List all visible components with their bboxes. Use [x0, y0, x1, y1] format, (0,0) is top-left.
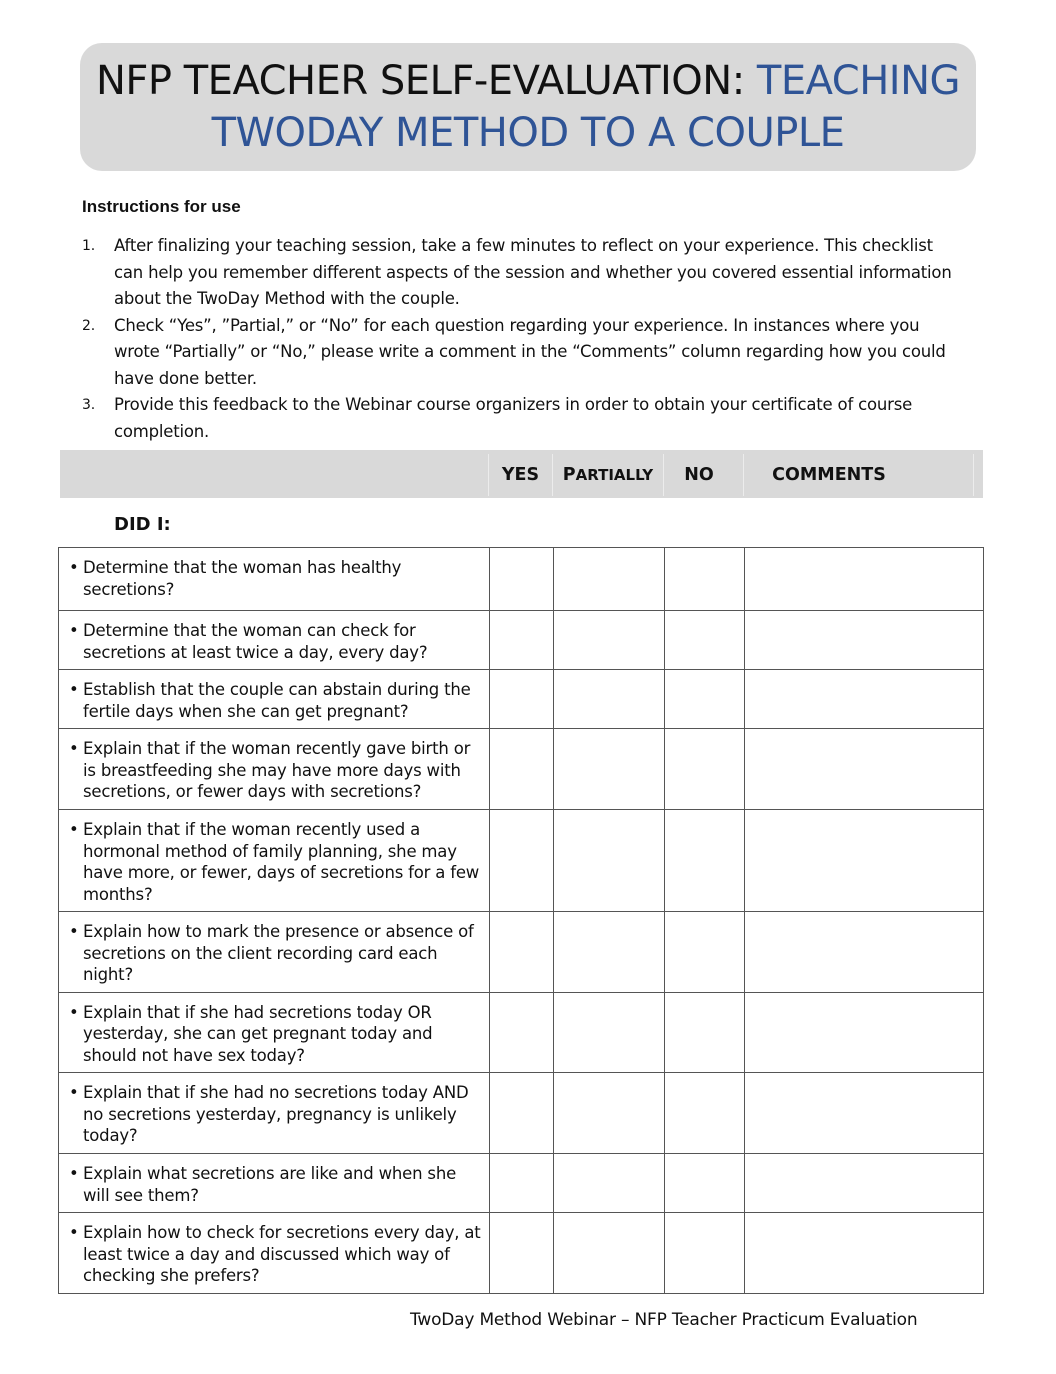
bullet: • [69, 1002, 79, 1022]
yes-cell[interactable] [490, 1073, 554, 1154]
table-row [59, 1213, 984, 1294]
bullet: • [69, 1223, 79, 1242]
question-text: Determine that the woman has healthy secretions? [83, 558, 402, 599]
question-text: Establish that the couple can abstain during the fertile days when she can get pregnant? [83, 680, 471, 721]
header-yes: YES [501, 465, 540, 485]
bullet: • [69, 621, 79, 640]
comments-cell[interactable] [745, 1213, 984, 1294]
instruction-text: Check “Yes”, ”Partial,” or “No” for each question regarding your experience. In instances where you wrote “Partially” or “No,” please write a comment in the “Comments” column regarding how you could have done better. [114, 315, 946, 388]
instructions-list [82, 233, 962, 445]
instruction-item [82, 233, 962, 313]
question-cell [59, 670, 490, 729]
comments-cell[interactable] [745, 611, 984, 670]
question-text: Explain how to mark the presence or absence of secretions on the client recording card each night? [83, 922, 474, 984]
instruction-number: 1. [82, 238, 95, 254]
instruction-number: 2. [82, 317, 95, 334]
partially-cell[interactable] [554, 548, 665, 611]
table-row [59, 548, 984, 611]
header-partially-rest: ARTIALLY [575, 466, 654, 484]
no-cell[interactable] [665, 611, 745, 670]
instruction-item [82, 313, 962, 393]
table-row [59, 912, 984, 993]
section-label: DID I: [114, 514, 171, 535]
partially-cell[interactable] [554, 729, 665, 810]
comments-cell[interactable] [745, 992, 984, 1073]
partially-cell[interactable] [554, 611, 665, 670]
question-cell [59, 729, 490, 810]
table-row [59, 611, 984, 670]
instruction-text: After finalizing your teaching session, take a few minutes to reflect on your experience. This checklist can help you remember different aspects of the session and whether you covered essential information about the TwoDay Method with the couple. [114, 236, 952, 308]
bullet: • [69, 1164, 79, 1183]
header-divider [973, 454, 974, 496]
question-cell [59, 810, 490, 912]
question-cell [59, 1073, 490, 1154]
table-row [59, 992, 984, 1073]
comments-cell[interactable] [745, 810, 984, 912]
header-comments: COMMENTS [772, 465, 886, 485]
title-prefix: NFP TEACHER SELF-EVALUATION: [95, 58, 757, 104]
yes-cell[interactable] [490, 912, 554, 993]
table-row [59, 729, 984, 810]
no-cell[interactable] [665, 1073, 745, 1154]
question-cell [59, 1154, 490, 1213]
question-text: Determine that the woman can check for secretions at least twice a day, every day? [83, 621, 428, 662]
no-cell[interactable] [665, 810, 745, 912]
no-cell[interactable] [665, 670, 745, 729]
no-cell[interactable] [665, 1213, 745, 1294]
yes-cell[interactable] [490, 992, 554, 1073]
question-cell [59, 1213, 490, 1294]
comments-cell[interactable] [745, 548, 984, 611]
comments-cell[interactable] [745, 1073, 984, 1154]
yes-cell[interactable] [490, 670, 554, 729]
question-text: Explain what secretions are like and when she will see them? [83, 1164, 457, 1205]
instruction-text: Provide this feedback to the Webinar course organizers in order to obtain your certificate of course completion. [114, 395, 913, 441]
bullet: • [69, 922, 79, 941]
no-cell[interactable] [665, 992, 745, 1073]
header-partially [553, 450, 663, 498]
table-header-band [60, 450, 983, 498]
no-cell[interactable] [665, 548, 745, 611]
no-cell[interactable] [665, 729, 745, 810]
table-row [59, 810, 984, 912]
document-title [80, 43, 976, 171]
bullet: • [69, 739, 79, 758]
instruction-number: 3. [82, 397, 95, 413]
question-text: Explain how to check for secretions every day, at least twice a day and discussed which way of checking she prefers? [83, 1223, 481, 1285]
question-text: Explain that if she had secretions today OR yesterday, she can get pregnant today and should not have sex today? [83, 1002, 433, 1065]
question-cell [59, 912, 490, 993]
question-text: Explain that if she had no secretions today AND no secretions yesterday, pregnancy is unlikely today? [83, 1083, 469, 1145]
question-cell [59, 992, 490, 1073]
partially-cell[interactable] [554, 670, 665, 729]
header-partially-initial: P [562, 465, 576, 485]
yes-cell[interactable] [490, 1213, 554, 1294]
header-no: NO [684, 465, 714, 485]
partially-cell[interactable] [554, 1213, 665, 1294]
page-footer: TwoDay Method Webinar – NFP Teacher Practicum Evaluation [410, 1310, 918, 1330]
comments-cell[interactable] [745, 670, 984, 729]
yes-cell[interactable] [490, 729, 554, 810]
partially-cell[interactable] [554, 992, 665, 1073]
bullet: • [69, 820, 79, 839]
partially-cell[interactable] [554, 1073, 665, 1154]
yes-cell[interactable] [490, 1154, 554, 1213]
question-text: Explain that if the woman recently used a hormonal method of family planning, she may have more, or fewer, days of secretions for a few months? [83, 820, 480, 904]
bullet: • [69, 1083, 79, 1102]
comments-cell[interactable] [745, 729, 984, 810]
title-accent: TEACHING TWODAY METHOD TO A COUPLE [211, 58, 960, 156]
partially-cell[interactable] [554, 810, 665, 912]
no-cell[interactable] [665, 912, 745, 993]
evaluation-table [58, 547, 984, 1294]
table-row [59, 1154, 984, 1213]
table-row [59, 670, 984, 729]
instruction-item [82, 392, 962, 445]
yes-cell[interactable] [490, 611, 554, 670]
question-cell [59, 611, 490, 670]
bullet: • [69, 680, 79, 699]
comments-cell[interactable] [745, 1154, 984, 1213]
question-text: Explain that if the woman recently gave birth or is breastfeeding she may have more days with secretions, or fewer days with secretions? [83, 739, 471, 801]
bullet: • [69, 558, 79, 577]
instructions-heading: Instructions for use [82, 197, 241, 216]
partially-cell[interactable] [554, 1154, 665, 1213]
table-row [59, 1073, 984, 1154]
question-cell [59, 548, 490, 611]
yes-cell[interactable] [490, 548, 554, 611]
yes-cell[interactable] [490, 810, 554, 912]
partially-cell[interactable] [554, 912, 665, 993]
no-cell[interactable] [665, 1154, 745, 1213]
comments-cell[interactable] [745, 912, 984, 993]
